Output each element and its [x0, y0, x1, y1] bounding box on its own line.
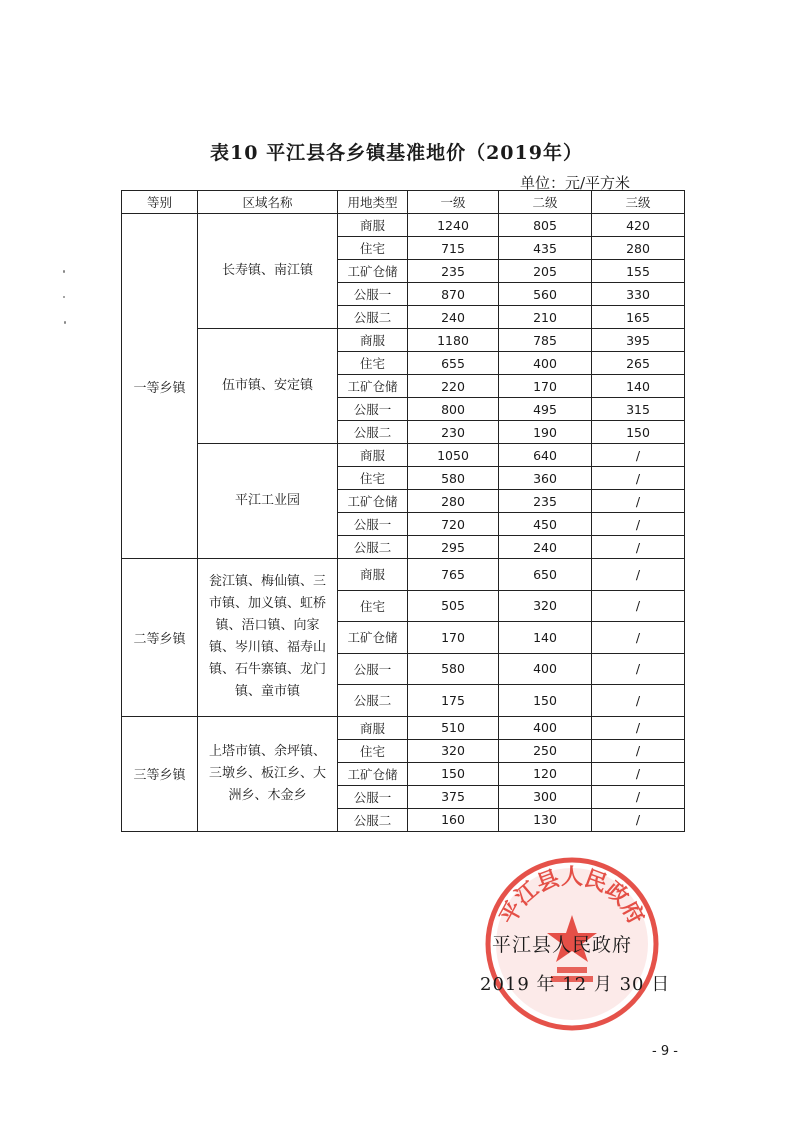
price-cell: 870 [408, 283, 499, 306]
price-cell: 360 [499, 467, 592, 490]
land-use-cell: 公服一 [338, 653, 408, 685]
land-use-cell: 商服 [338, 329, 408, 352]
scan-speck [64, 321, 66, 324]
issue-date: 2019 年 12 月 30 日 [480, 974, 671, 995]
header-region: 区域名称 [198, 191, 338, 214]
land-use-cell: 公服一 [338, 283, 408, 306]
region-cell: 伍市镇、安定镇 [198, 329, 338, 444]
header-level-1: 一级 [408, 191, 499, 214]
grade-cell: 三等乡镇 [122, 716, 198, 831]
price-cell: / [592, 622, 685, 654]
region-cell: 上塔市镇、余坪镇、三墩乡、板江乡、大洲乡、木金乡 [198, 716, 338, 831]
price-cell: 155 [592, 260, 685, 283]
land-use-cell: 公服二 [338, 536, 408, 559]
price-cell: / [592, 467, 685, 490]
price-cell: 450 [499, 513, 592, 536]
land-use-cell: 公服一 [338, 513, 408, 536]
price-cell: 580 [408, 653, 499, 685]
price-cell: 320 [499, 590, 592, 622]
price-cell: 495 [499, 398, 592, 421]
price-cell: 265 [592, 352, 685, 375]
price-cell: 280 [408, 490, 499, 513]
price-cell: 235 [408, 260, 499, 283]
price-cell: 715 [408, 237, 499, 260]
price-cell: 295 [408, 536, 499, 559]
price-cell: / [592, 739, 685, 762]
header-level-2: 二级 [499, 191, 592, 214]
price-cell: 235 [499, 490, 592, 513]
header-land-use: 用地类型 [338, 191, 408, 214]
price-cell: 160 [408, 808, 499, 831]
price-cell: 170 [499, 375, 592, 398]
price-cell: 140 [499, 622, 592, 654]
price-cell: / [592, 590, 685, 622]
price-cell: 1240 [408, 214, 499, 237]
land-use-cell: 商服 [338, 444, 408, 467]
land-use-cell: 商服 [338, 716, 408, 739]
price-cell: 805 [499, 214, 592, 237]
land-use-cell: 公服一 [338, 398, 408, 421]
price-cell: 330 [592, 283, 685, 306]
price-cell: 170 [408, 622, 499, 654]
land-price-table [121, 190, 685, 832]
price-cell: / [592, 559, 685, 591]
land-use-cell: 公服一 [338, 785, 408, 808]
price-cell: 1050 [408, 444, 499, 467]
land-use-cell: 住宅 [338, 467, 408, 490]
price-cell: 435 [499, 237, 592, 260]
price-cell: 800 [408, 398, 499, 421]
land-use-cell: 住宅 [338, 237, 408, 260]
price-cell: 150 [592, 421, 685, 444]
price-cell: 560 [499, 283, 592, 306]
price-cell: 375 [408, 785, 499, 808]
price-cell: 395 [592, 329, 685, 352]
scan-speck [63, 296, 65, 298]
price-cell: 210 [499, 306, 592, 329]
table-header-row [122, 191, 685, 214]
scan-speck [63, 270, 65, 273]
price-cell: / [592, 490, 685, 513]
table-row [122, 716, 685, 739]
table-row [122, 559, 685, 591]
price-cell: 315 [592, 398, 685, 421]
price-cell: 120 [499, 762, 592, 785]
price-cell: 165 [592, 306, 685, 329]
table-row [122, 214, 685, 237]
price-cell: / [592, 513, 685, 536]
price-cell: 785 [499, 329, 592, 352]
table-row [122, 329, 685, 352]
price-cell: 150 [408, 762, 499, 785]
price-cell: 190 [499, 421, 592, 444]
price-cell: 580 [408, 467, 499, 490]
price-cell: 655 [408, 352, 499, 375]
page-number: - 9 - [652, 1044, 678, 1059]
price-cell: 300 [499, 785, 592, 808]
price-cell: 765 [408, 559, 499, 591]
table-row [122, 444, 685, 467]
region-cell: 平江工业园 [198, 444, 338, 559]
price-cell: 205 [499, 260, 592, 283]
price-cell: / [592, 536, 685, 559]
land-use-cell: 公服二 [338, 421, 408, 444]
table-body [122, 214, 685, 832]
land-use-cell: 商服 [338, 214, 408, 237]
price-cell: 140 [592, 375, 685, 398]
price-cell: / [592, 685, 685, 717]
price-cell: / [592, 444, 685, 467]
price-cell: / [592, 808, 685, 831]
price-cell: 130 [499, 808, 592, 831]
land-use-cell: 公服二 [338, 306, 408, 329]
price-cell: / [592, 653, 685, 685]
land-use-cell: 工矿仓储 [338, 260, 408, 283]
price-cell: 320 [408, 739, 499, 762]
price-cell: 1180 [408, 329, 499, 352]
header-level-3: 三级 [592, 191, 685, 214]
price-cell: / [592, 716, 685, 739]
page-title: 表10 平江县各乡镇基准地价（2019年） [210, 142, 583, 164]
land-use-cell: 公服二 [338, 808, 408, 831]
price-cell: 175 [408, 685, 499, 717]
price-cell: 240 [408, 306, 499, 329]
price-cell: 400 [499, 716, 592, 739]
price-cell: 400 [499, 653, 592, 685]
land-use-cell: 工矿仓储 [338, 622, 408, 654]
price-cell: 650 [499, 559, 592, 591]
land-use-cell: 住宅 [338, 739, 408, 762]
grade-cell: 二等乡镇 [122, 559, 198, 717]
price-cell: 230 [408, 421, 499, 444]
price-cell: 720 [408, 513, 499, 536]
land-use-cell: 商服 [338, 559, 408, 591]
price-cell: / [592, 785, 685, 808]
region-cell: 长寿镇、南江镇 [198, 214, 338, 329]
price-cell: 280 [592, 237, 685, 260]
price-cell: 400 [499, 352, 592, 375]
land-use-cell: 工矿仓储 [338, 490, 408, 513]
header-grade: 等别 [122, 191, 198, 214]
price-cell: 640 [499, 444, 592, 467]
issuing-authority: 平江县人民政府 [492, 934, 633, 956]
land-use-cell: 住宅 [338, 590, 408, 622]
price-cell: 150 [499, 685, 592, 717]
unit-label: 单位：元/平方米 [520, 174, 631, 192]
price-cell: 250 [499, 739, 592, 762]
land-use-cell: 住宅 [338, 352, 408, 375]
price-cell: 420 [592, 214, 685, 237]
price-cell: / [592, 762, 685, 785]
region-cell: 瓮江镇、梅仙镇、三市镇、加义镇、虹桥镇、浯口镇、向家镇、岑川镇、福寿山镇、石牛寨镇、龙门镇、童市镇 [198, 559, 338, 717]
land-use-cell: 工矿仓储 [338, 375, 408, 398]
price-cell: 505 [408, 590, 499, 622]
land-use-cell: 工矿仓储 [338, 762, 408, 785]
price-cell: 220 [408, 375, 499, 398]
price-cell: 510 [408, 716, 499, 739]
seal-text: 平江县人民政府 [495, 864, 649, 929]
grade-cell: 一等乡镇 [122, 214, 198, 559]
land-use-cell: 公服二 [338, 685, 408, 717]
price-cell: 240 [499, 536, 592, 559]
